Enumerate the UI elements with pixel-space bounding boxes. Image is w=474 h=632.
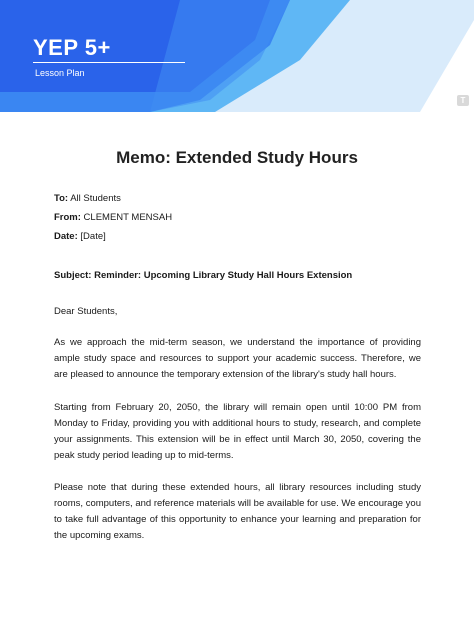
from-field bbox=[54, 212, 172, 223]
from-label: From: bbox=[54, 212, 81, 223]
brand-divider bbox=[33, 62, 185, 63]
memo-paragraph: As we approach the mid-term season, we understand the importance of providing ample study space and resources to support your academic success. Therefore, we are pleased to announce the temporary extension of the library's study hall hours. bbox=[54, 337, 421, 380]
from-value: CLEMENT MENSAH bbox=[80, 212, 173, 223]
memo-subject: Subject: Reminder: Upcoming Library Study Hall Hours Extension bbox=[54, 270, 353, 281]
memo-salutation: Dear Students, bbox=[54, 306, 118, 317]
to-label: To: bbox=[54, 193, 69, 204]
brand-title: YEP 5+ bbox=[33, 35, 111, 60]
header-banner bbox=[0, 0, 474, 112]
memo-paragraph: Please note that during these extended hours, all library resources including study rooms, computers, and reference materials will be available for use. We encourage you to take full advantage of this opportunity to enhance your learning and preparation for the upcoming exams. bbox=[54, 482, 421, 541]
date-label: Date: bbox=[54, 231, 78, 242]
t-logo-icon: T bbox=[457, 95, 469, 106]
to-field bbox=[54, 193, 121, 204]
brand-subtitle: Lesson Plan bbox=[35, 68, 85, 78]
date-field bbox=[54, 231, 106, 242]
memo-title: Memo: Extended Study Hours bbox=[116, 148, 358, 167]
date-value: [Date] bbox=[77, 231, 106, 242]
to-value: All Students bbox=[68, 193, 121, 204]
memo-paragraph: Starting from February 20, 2050, the library will remain open until 10:00 PM from Monday to Friday, providing you with additional hours to study, research, and complete your assignments. This extension will be in effect until March 30, 2050, covering the peak study period leading up to mid-terms. bbox=[54, 402, 421, 461]
